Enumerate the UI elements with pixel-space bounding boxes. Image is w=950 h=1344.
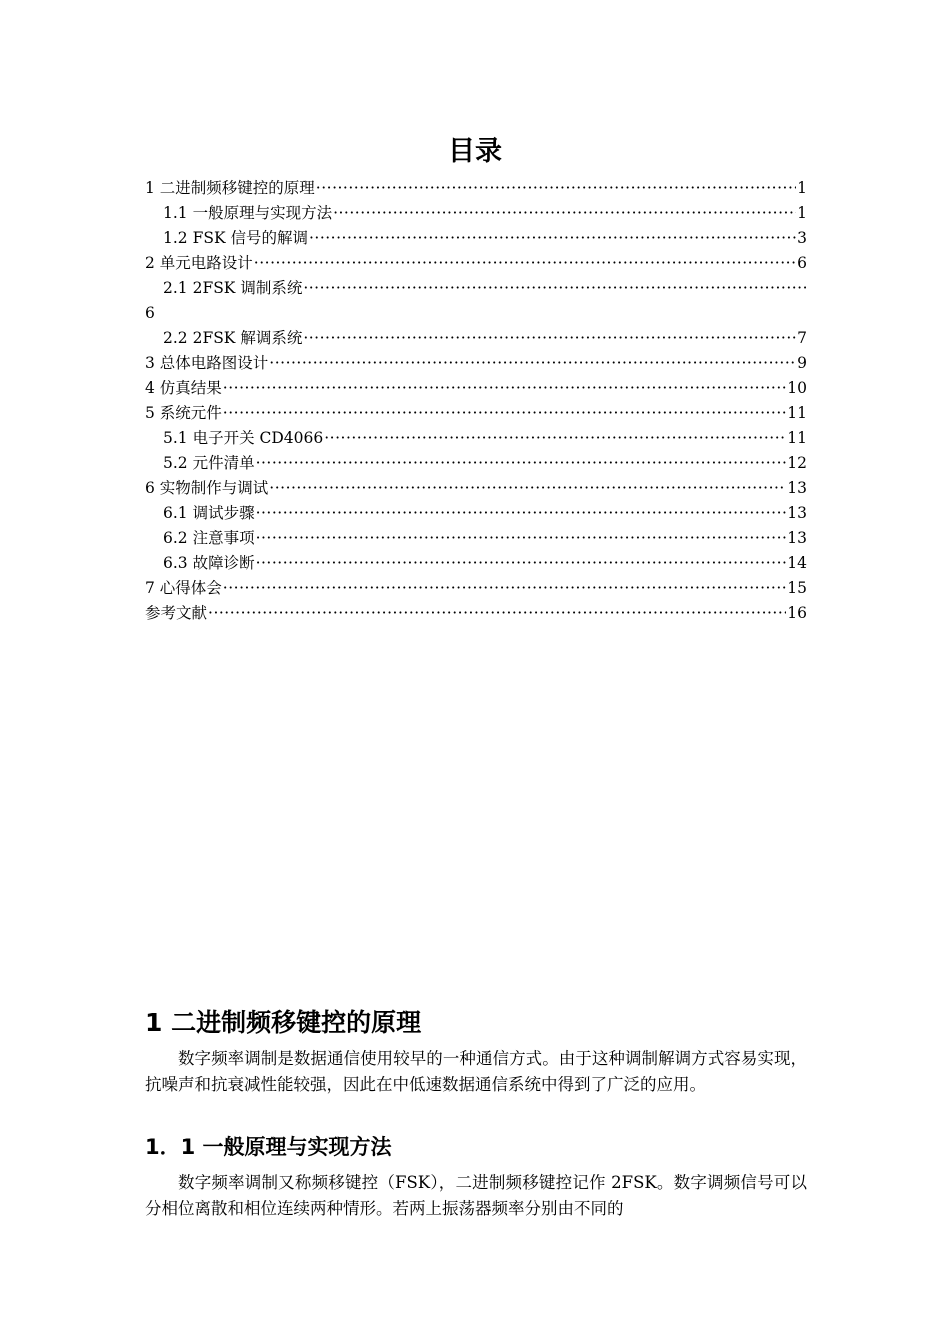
toc-entry-3[interactable]: [145, 351, 807, 376]
toc-entry-label: 6.3 故障诊断: [163, 554, 255, 572]
toc-dot-leader: [254, 251, 796, 276]
toc-entry-page: 1: [797, 204, 807, 222]
toc-entry-2-2[interactable]: [145, 326, 807, 351]
toc-dot-leader: [208, 601, 786, 626]
toc-entry-label: 2.2 2FSK 解调系统: [163, 329, 303, 347]
toc-entry-label: 5.2 元件清单: [163, 454, 255, 472]
toc-dot-leader: [256, 551, 787, 576]
toc-entry-1-2[interactable]: [145, 226, 807, 251]
toc-entry-page: 10: [787, 379, 807, 397]
toc-dot-leader: [269, 351, 796, 376]
toc-dot-leader: [256, 526, 787, 551]
toc-entry-page: 11: [787, 404, 807, 422]
toc-entry-page: 13: [787, 529, 807, 547]
toc-dot-leader: [309, 226, 796, 251]
section-1-1-paragraph: 数字频率调制又称频移键控（FSK），二进制频移键控记作 2FSK。数字调频信号可以分相位离散和相位连续两种情形。若两上振荡器频率分别由不同的: [145, 1173, 807, 1218]
toc-dot-leader: [303, 326, 796, 351]
toc-dot-leader: [316, 176, 796, 201]
toc-entry-2-1-page-wrap: [145, 301, 807, 326]
toc-entry-page: 1: [797, 179, 807, 197]
toc-entry-page: 12: [787, 454, 807, 472]
toc-entry-page: 3: [797, 229, 807, 247]
toc-entry-2[interactable]: [145, 251, 807, 276]
toc-entry-5[interactable]: [145, 401, 807, 426]
toc-entry-page: 14: [787, 554, 807, 572]
toc-entry-page: 15: [787, 579, 807, 597]
section-1-1-heading: 1．1 一般原理与实现方法: [145, 1135, 392, 1159]
toc-entry-page: 6: [797, 254, 807, 272]
toc-entry-label: 7 心得体会: [145, 579, 222, 597]
toc-entry-2-1[interactable]: [145, 276, 807, 301]
toc-dot-leader: [223, 376, 786, 401]
section-1-paragraph: 数字频率调制是数据通信使用较早的一种通信方式。由于这种调制解调方式容易实现，抗噪声和抗衰减性能较强，因此在中低速数据通信系统中得到了广泛的应用。: [145, 1049, 807, 1094]
toc-entry-label: 6.2 注意事项: [163, 529, 255, 547]
toc-entry-6-3[interactable]: [145, 551, 807, 576]
toc-entry-page: 7: [797, 329, 807, 347]
toc-entry-6-1[interactable]: [145, 501, 807, 526]
toc-entry-label: 2 单元电路设计: [145, 254, 253, 272]
toc-dot-leader: [303, 276, 806, 301]
toc-entry-5-2[interactable]: [145, 451, 807, 476]
table-of-contents: [145, 176, 807, 626]
toc-entry-label: 1 二进制频移键控的原理: [145, 179, 315, 197]
section-1-heading: 1 二进制频移键控的原理: [145, 1008, 422, 1037]
toc-entry-6[interactable]: [145, 476, 807, 501]
toc-entry-5-1[interactable]: [145, 426, 807, 451]
toc-dot-leader: [324, 426, 786, 451]
toc-entry-6-2[interactable]: [145, 526, 807, 551]
toc-entry-label: 6.1 调试步骤: [163, 504, 255, 522]
toc-entry-page: 9: [797, 354, 807, 372]
toc-entry-7[interactable]: [145, 576, 807, 601]
toc-entry-label: 4 仿真结果: [145, 379, 222, 397]
toc-dot-leader: [223, 401, 786, 426]
toc-entry-page: 11: [787, 429, 807, 447]
toc-entry-page: 13: [787, 504, 807, 522]
toc-entry-1[interactable]: [145, 176, 807, 201]
toc-entry-page: 13: [787, 479, 807, 497]
toc-entry-4[interactable]: [145, 376, 807, 401]
toc-dot-leader: [333, 201, 796, 226]
toc-dot-leader: [256, 451, 787, 476]
toc-entry-label: 5.1 电子开关 CD4066: [163, 429, 324, 447]
toc-entry-label: 5 系统元件: [145, 404, 222, 422]
toc-entry-page: 16: [787, 604, 807, 622]
toc-dot-leader: [256, 501, 787, 526]
toc-entry-label: 2.1 2FSK 调制系统: [163, 279, 303, 297]
toc-entry-references[interactable]: [145, 601, 807, 626]
toc-entry-label: 3 总体电路图设计: [145, 354, 269, 372]
toc-entry-label: 1.2 FSK 信号的解调: [163, 229, 308, 247]
toc-dot-leader: [223, 576, 786, 601]
toc-entry-page: 6: [145, 304, 155, 322]
toc-entry-label: 6 实物制作与调试: [145, 479, 269, 497]
toc-dot-leader: [269, 476, 786, 501]
toc-entry-label: 1.1 一般原理与实现方法: [163, 204, 333, 222]
toc-title: 目录: [448, 136, 502, 167]
toc-entry-1-1[interactable]: [145, 201, 807, 226]
toc-entry-label: 参考文献: [145, 604, 208, 622]
